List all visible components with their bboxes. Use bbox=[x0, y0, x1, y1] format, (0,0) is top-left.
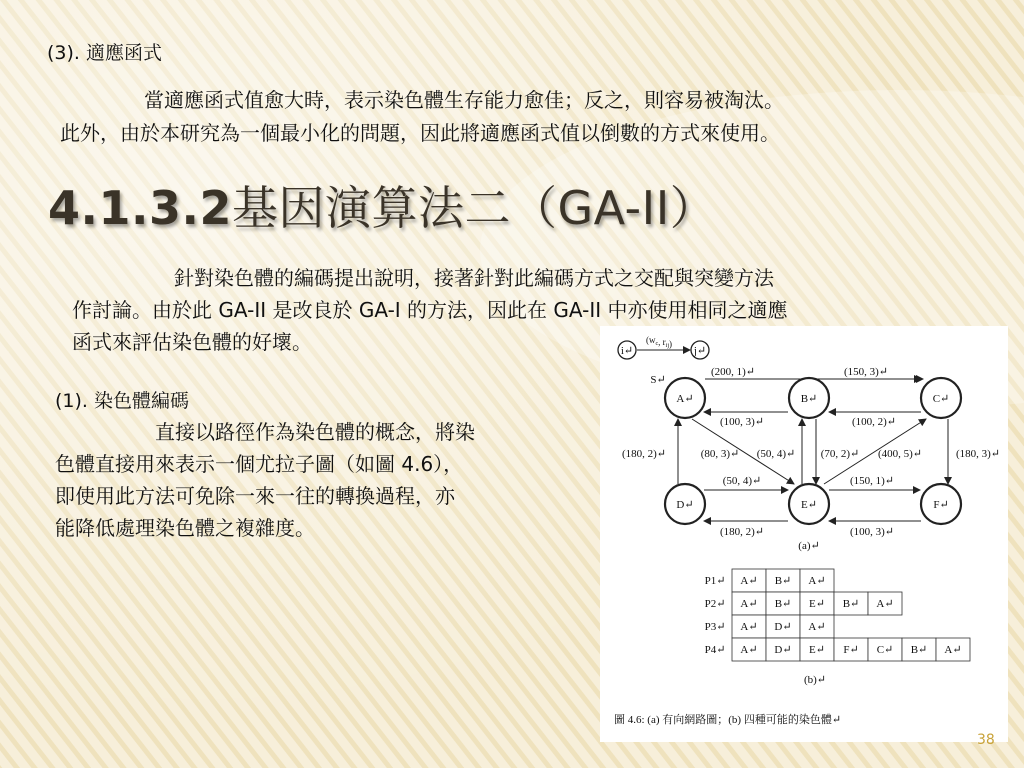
edge-label-C-F: (180, 3)↵ bbox=[955, 448, 1001, 460]
section-heading bbox=[48, 172, 716, 238]
intro-line-3: 函式來評估染色體的好壞。 bbox=[72, 330, 312, 354]
intro-line-1: 針對染色體的編碼提出說明，接著針對此編碼方式之交配與突變方法 bbox=[174, 266, 774, 290]
table-cell-text: B↵ bbox=[842, 598, 860, 610]
table-cell-text: A↵ bbox=[740, 621, 758, 633]
table-row-label-3: P3↵ bbox=[704, 621, 726, 633]
edge-label-E-D: (180, 2)↵ bbox=[719, 526, 765, 538]
table-cell-text: C↵ bbox=[876, 644, 894, 656]
edge-label-B-C: (150, 3)↵ bbox=[843, 366, 889, 378]
node-label-E: E↵ bbox=[801, 499, 817, 511]
edge-label-B-E: (70, 2)↵ bbox=[820, 448, 860, 460]
legend-node-i-label: i↵ bbox=[620, 345, 634, 357]
table-cell-text: A↵ bbox=[876, 598, 894, 610]
intro-line-2: 作討論。由於此 GA-II 是改良於 GA-I 的方法，因此在 GA-II 中亦使用相同之適應 bbox=[72, 298, 788, 322]
section1-line-1: 直接以路徑作為染色體的概念，將染 bbox=[155, 420, 475, 444]
network-diagram bbox=[600, 326, 1008, 742]
node-label-D: D↵ bbox=[676, 499, 694, 511]
node-label-A: A↵ bbox=[676, 393, 694, 405]
table-cell-text: E↵ bbox=[809, 598, 825, 610]
figure-4-6 bbox=[600, 326, 1008, 742]
table-row-label-2: P2↵ bbox=[704, 598, 726, 610]
page-number: 38 bbox=[977, 732, 995, 748]
table-cell-text: D↵ bbox=[774, 644, 792, 656]
section3-line-1: 當適應函式值愈大時，表示染色體生存能力愈佳；反之，則容易被淘汰。 bbox=[144, 88, 784, 112]
edge-label-E-C: (400, 5)↵ bbox=[877, 448, 923, 460]
section3-title: (3). 適應函式 bbox=[47, 42, 162, 64]
table-cell-text: A↵ bbox=[944, 644, 962, 656]
section3-line-2: 此外，由於本研究為一個最小化的問題，因此將適應函式值以倒數的方式來使用。 bbox=[60, 121, 780, 145]
heading-number: 4.1.3.2 bbox=[48, 181, 232, 235]
table-cell-text: A↵ bbox=[740, 598, 758, 610]
table-cell-text: A↵ bbox=[740, 644, 758, 656]
section1-title: (1). 染色體編碼 bbox=[55, 390, 189, 412]
table-cell-text: E↵ bbox=[809, 644, 825, 656]
caption-a: (a)↵ bbox=[798, 540, 820, 552]
edge-label-A-E: (80, 3)↵ bbox=[700, 448, 740, 460]
table-row-label-1: P1↵ bbox=[704, 575, 726, 587]
section3-paragraph bbox=[60, 84, 784, 150]
start-label: S↵ bbox=[650, 374, 666, 386]
legend-weight-label: ($w_c$, $r_{ij}$) bbox=[646, 335, 673, 349]
table-cell-text: B↵ bbox=[774, 598, 792, 610]
edge-label-F-E: (100, 3)↵ bbox=[849, 526, 895, 538]
node-label-B: B↵ bbox=[800, 393, 818, 405]
table-cell-text: B↵ bbox=[774, 575, 792, 587]
edge-label-C-B: (100, 2)↵ bbox=[851, 416, 897, 428]
intro-paragraph bbox=[72, 262, 788, 358]
node-label-F: F↵ bbox=[933, 499, 949, 511]
table-cell-text: A↵ bbox=[740, 575, 758, 587]
table-cell-text: F↵ bbox=[843, 644, 859, 656]
table-row-label-4: P4↵ bbox=[704, 644, 726, 656]
table-cell-text: A↵ bbox=[808, 621, 826, 633]
section1-line-2: 色體直接用來表示一個尤拉子圖（如圖 4.6）， bbox=[55, 452, 464, 476]
table-cell-text: A↵ bbox=[808, 575, 826, 587]
heading-text: 基因演算法二（GA-II） bbox=[231, 181, 717, 235]
edge-label-A-B: (200, 1)↵ bbox=[710, 366, 756, 378]
section1-paragraph bbox=[55, 416, 475, 544]
table-cell-text: D↵ bbox=[774, 621, 792, 633]
edge-label-E-F: (150, 1)↵ bbox=[849, 475, 895, 487]
edge-label-D-E: (50, 4)↵ bbox=[722, 475, 762, 487]
edge-label-D-A: (180, 2)↵ bbox=[621, 448, 667, 460]
table-cell-text: B↵ bbox=[910, 644, 928, 656]
caption-b: (b)↵ bbox=[803, 674, 827, 686]
edge-label-B-A: (100, 3)↵ bbox=[719, 416, 765, 428]
node-label-C: C↵ bbox=[932, 393, 950, 405]
section1-line-4: 能降低處理染色體之複雜度。 bbox=[55, 516, 315, 540]
figure-caption: 圖 4.6: (a) 有向網路圖；(b) 四種可能的染色體↵ bbox=[614, 714, 842, 726]
section1-line-3: 即使用此方法可免除一來一往的轉換過程，亦 bbox=[55, 484, 455, 508]
legend-node-j-label: j↵ bbox=[693, 345, 707, 357]
edge-label-E-B: (50, 4)↵ bbox=[756, 448, 796, 460]
